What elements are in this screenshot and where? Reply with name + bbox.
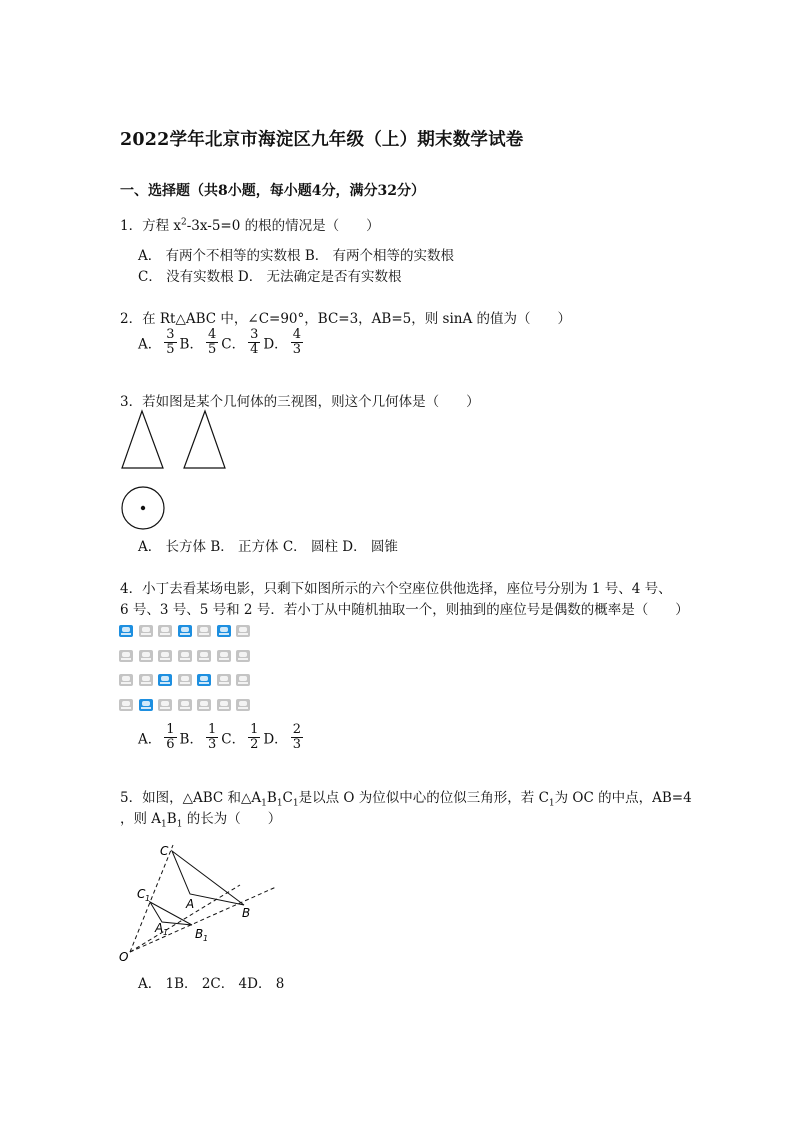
occupied-seat [158, 699, 172, 711]
three-view-figure [115, 405, 245, 535]
question-1-options-line-2: C． 没有实数根 D． 无法确定是否有实数根 [138, 269, 402, 285]
q2-option-d-label: D． [263, 336, 288, 353]
q4-option-b-fraction [206, 723, 218, 752]
label-a: A [186, 897, 195, 911]
q4-option-b-den: 3 [207, 737, 217, 752]
q5-subscript: 1 [276, 798, 283, 809]
occupied-seat [119, 674, 133, 686]
occupied-seat [236, 650, 250, 662]
q4-option-d-den: 3 [292, 737, 301, 752]
label-b: B [242, 906, 251, 920]
q2-option-d-num: 4 [292, 327, 301, 342]
q4-option-b-num: 1 [207, 722, 217, 737]
q4-option-d-label: D． [263, 731, 288, 748]
occupied-seat [217, 650, 231, 662]
occupied-seat [217, 699, 231, 711]
q1-exponent: 2 [181, 217, 187, 228]
label-c1-subscript: 1 [145, 894, 151, 903]
empty-seat [158, 674, 172, 686]
occupied-seat [139, 625, 153, 637]
q5-stem-part: B [166, 811, 177, 827]
q5-stem-part: 5．如图，△ABC 和△A [120, 790, 262, 806]
occupied-seat [197, 699, 211, 711]
occupied-seat [178, 650, 192, 662]
question-2-stem: 2．在 Rt△ABC 中，∠C=90°，BC=3，AB=5，则 sinA 的值为（ ） [120, 311, 572, 327]
q2-option-c-label: C． [221, 336, 246, 353]
top-view-center-dot [141, 506, 145, 510]
q5-stem-part: C [282, 790, 293, 806]
triangle-abc [172, 851, 244, 905]
section-heading: 一、选择题（共8小题，每小题4分，满分32分） [120, 183, 425, 199]
q4-option-c-num: 1 [250, 722, 259, 737]
q1-stem-a: 1．方程 x [120, 218, 181, 234]
q5-stem-part: B [266, 790, 277, 806]
label-o: O [119, 950, 129, 964]
question-5-stem-line-2 [120, 807, 281, 830]
empty-seat [119, 625, 133, 637]
q2-option-d-den: 3 [292, 342, 301, 357]
occupied-seat [119, 650, 133, 662]
question-2-options [138, 328, 306, 357]
q5-subscript: 1 [176, 819, 183, 830]
homothety-figure [110, 835, 290, 965]
q4-option-c-den: 2 [250, 737, 259, 752]
q2-option-a-den: 5 [166, 342, 175, 357]
label-b1-subscript: 1 [203, 934, 209, 943]
q5-subscript: 1 [548, 798, 555, 809]
occupied-seat [217, 674, 231, 686]
q4-option-d-num: 2 [292, 722, 301, 737]
q5-subscript: 1 [261, 798, 267, 809]
q2-option-a-label: A． [138, 336, 162, 353]
question-1-stem [120, 214, 380, 234]
question-4-stem-line-1: 4．小丁去看某场电影，只剩下如图所示的六个空座位供他选择，座位号分别为 1 号、4 号、 [120, 581, 672, 597]
q4-option-a-label: A． [138, 731, 162, 748]
label-a1-subscript: 1 [163, 928, 169, 937]
q5-subscript: 1 [161, 819, 167, 830]
q4-option-a-fraction [164, 723, 176, 752]
occupied-seat [119, 699, 133, 711]
occupied-seat [158, 650, 172, 662]
front-view-triangle [122, 411, 163, 468]
occupied-seat [236, 699, 250, 711]
occupied-seat [197, 650, 211, 662]
question-3-stem: 3．若如图是某个几何体的三视图，则这个几何体是（ ） [120, 394, 480, 410]
q2-option-c-den: 4 [250, 342, 259, 357]
empty-seat [139, 699, 153, 711]
occupied-seat [178, 699, 192, 711]
q1-stem-b: -3x-5=0 的根的情况是（ ） [186, 218, 380, 234]
label-a1: A [155, 921, 164, 935]
empty-seat [178, 625, 192, 637]
occupied-seat [236, 625, 250, 637]
q4-option-a-den: 6 [166, 737, 175, 752]
label-c1: C [137, 887, 146, 901]
q2-option-c-num: 3 [250, 327, 259, 342]
q2-option-b-label: B． [179, 336, 203, 353]
question-5-stem-line-1 [120, 786, 692, 809]
q2-option-a-fraction [164, 328, 176, 357]
question-3-options: A． 长方体 B． 正方体 C． 圆柱 D． 圆锥 [138, 539, 398, 555]
q2-option-d-fraction [291, 328, 303, 357]
question-5-options: A． 1B． 2C． 4D． 8 [138, 976, 285, 992]
q4-option-c-label: C． [221, 731, 246, 748]
q2-option-b-num: 4 [207, 327, 217, 342]
question-1-options-line-1: A． 有两个不相等的实数根 B． 有两个相等的实数根 [138, 248, 455, 264]
q5-stem-part: ，则 A [120, 811, 162, 827]
q5-stem-part: 是以点 O 为位似中心的位似三角形，若 C [298, 790, 549, 806]
q2-option-b-den: 5 [207, 342, 217, 357]
q5-stem-part: 的长为（ ） [182, 811, 282, 827]
empty-seat [217, 625, 231, 637]
seat-grid [119, 625, 259, 715]
q4-option-d-fraction [291, 723, 303, 752]
side-view-triangle [184, 411, 225, 468]
q5-stem-part: 为 OC 的中点，AB=4 [554, 790, 692, 806]
occupied-seat [178, 674, 192, 686]
q4-option-c-fraction [248, 723, 260, 752]
q2-option-b-fraction [206, 328, 218, 357]
occupied-seat [236, 674, 250, 686]
occupied-seat [139, 674, 153, 686]
question-4-stem-line-2: 6 号、3 号、5 号和 2 号．若小丁从中随机抽取一个，则抽到的座位号是偶数的概率是（ ） [120, 602, 689, 618]
q4-option-a-num: 1 [166, 722, 175, 737]
q4-option-b-label: B． [179, 731, 203, 748]
empty-seat [197, 674, 211, 686]
occupied-seat [139, 650, 153, 662]
q2-option-c-fraction [248, 328, 260, 357]
question-4-options [138, 723, 306, 752]
occupied-seat [158, 625, 172, 637]
label-b1: B [195, 927, 204, 941]
q2-option-a-num: 3 [166, 327, 175, 342]
q5-subscript: 1 [292, 798, 299, 809]
occupied-seat [197, 625, 211, 637]
page-title: 2022学年北京市海淀区九年级（上）期末数学试卷 [120, 130, 524, 150]
label-c: C [160, 844, 169, 858]
